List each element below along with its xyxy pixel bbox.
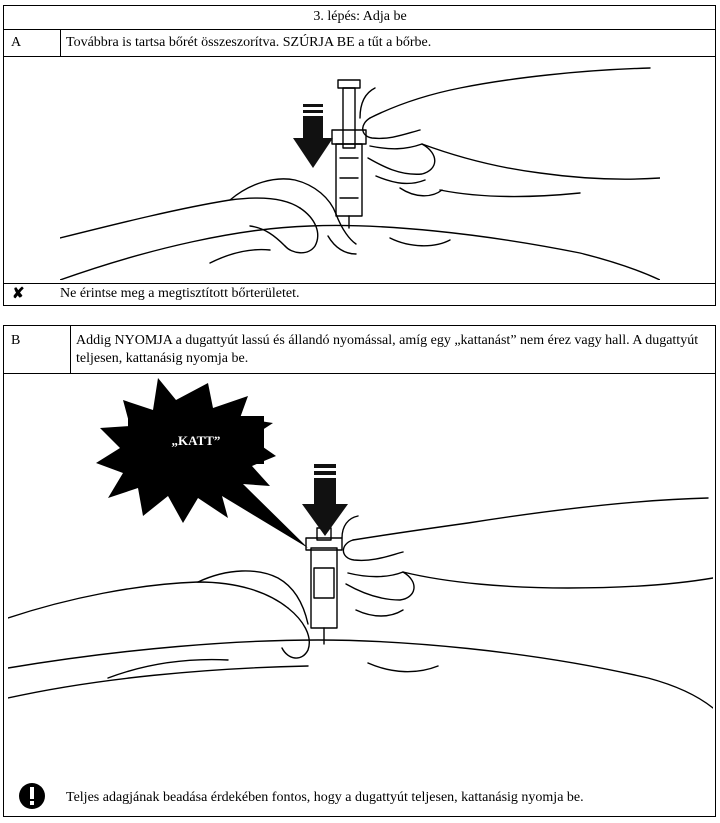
injection-illustration-a (60, 58, 660, 280)
section-a-letter: A (11, 35, 22, 50)
press-arrow-icon-b (302, 464, 348, 536)
section-b-note: Teljes adagjának beadása érdekében fontos, hogy a dugattyút teljesen, kattanásig nyomja be. (66, 790, 584, 805)
step-title: 3. lépés: Adja be (313, 9, 407, 24)
exclamation-icon (17, 781, 47, 811)
section-a-warning: Ne érintse meg a megtisztított bőrterületet. (60, 286, 300, 301)
section-b-letter: B (11, 333, 21, 348)
press-arrow-icon (293, 104, 333, 168)
click-sound-label: „KATT” (171, 433, 221, 448)
section-b-instruction: Addig NYOMJA a dugattyút lassú és állandó nyomással, amíg egy „kattanást” nem érez vagy hall. A dugattyút teljesen, kattanásig nyomja be. (76, 333, 699, 366)
injection-illustration-b (8, 378, 713, 768)
section-a-instruction: Továbbra is tartsa bőrét összeszorítva. SZÚRJA BE a tűt a bőrbe. (66, 35, 432, 50)
cross-mark-icon: ✘ (12, 286, 25, 302)
